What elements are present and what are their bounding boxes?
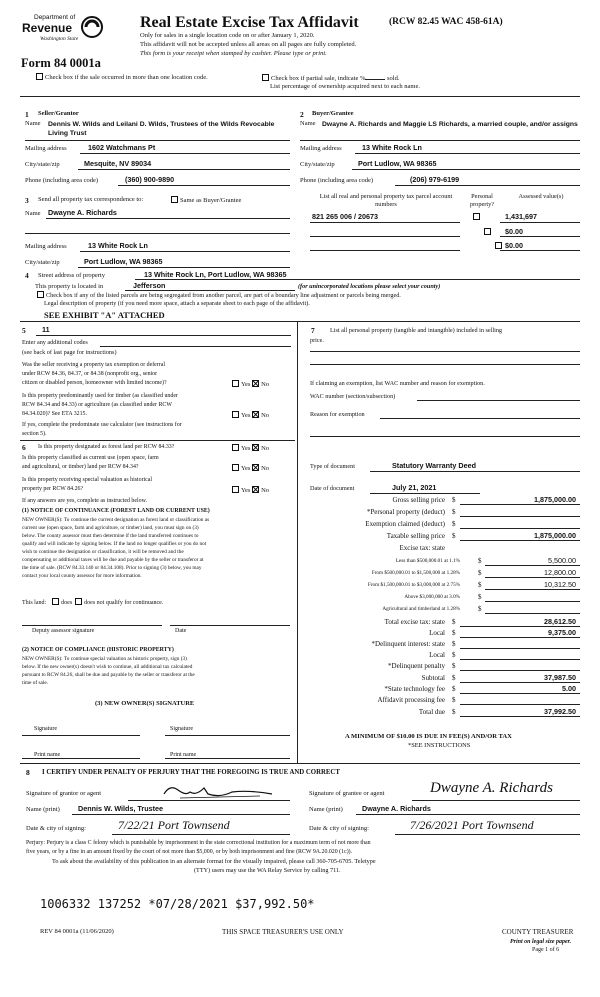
corr-num: 3 (25, 196, 29, 205)
notice1-body-7: the time of sale. (RCW 84.33.140 or 84.34.108). Prior to signing (3) below, you may (22, 565, 202, 571)
notice2-body-1: NEW OWNER(S): To continue special valuation as historic property, sign (3) (22, 656, 187, 662)
s5-q2-line3: 84.34.020)? See ETA 3215. (22, 411, 87, 417)
delinquent-penalty-dollar: $ (452, 662, 456, 670)
grantee-name-label: Name (print) (309, 806, 343, 813)
new-owner-sig-heading: (3) NEW OWNER(S) SIGNATURE (95, 700, 195, 707)
form-number: Form 84 0001a (21, 56, 101, 70)
bracket-1-dollar: $ (478, 557, 482, 565)
bracket-5-dollar: $ (478, 605, 482, 613)
legal-description-label: Legal description of property (if you need more space, attach a separate sheet to each page of the affidavit). (44, 300, 310, 307)
corr-name[interactable]: Dwayne A. Richards (48, 208, 117, 217)
multi-location-row (36, 73, 208, 82)
parcels-col2: Personal property? (469, 193, 495, 208)
parcel-row-1-value[interactable]: 1,431,697 (505, 212, 537, 221)
local-value[interactable]: 9,375.00 (548, 628, 576, 637)
owner-sig-2-label: Signature (170, 726, 193, 732)
calc-taxable-dollar: $ (452, 532, 456, 540)
parcel-row-3-value[interactable]: $0.00 (505, 241, 523, 250)
s6-q2-yes-checkbox[interactable] (232, 464, 239, 471)
wac-label: WAC number (section/subsection) (310, 393, 396, 400)
grantor-name[interactable]: Dennis W. Wilds, Trustee (78, 804, 164, 813)
seller-heading: Seller/Grantor (38, 110, 79, 117)
bracket-3-dollar: $ (478, 581, 482, 589)
seller-name[interactable]: Dennis W. Wilds and Leilani D. Wilds, Trustees of the Wilds Revocable Living Trust (48, 121, 275, 137)
property-located[interactable]: Jefferson (133, 281, 166, 290)
s6-q3-answer (232, 486, 269, 495)
buyer-addr-label: Mailing address (300, 145, 342, 152)
calc-gross-value[interactable]: 1,875,000.00 (534, 495, 576, 504)
this-land-row (22, 598, 163, 607)
rev-number: REV 84 0001a (11/06/2020) (40, 928, 114, 935)
parcel-row-2-value[interactable]: $0.00 (505, 227, 523, 236)
perjury-line1: Perjury: Perjury is a class C felony which is punishable by imprisonment in the state correctional institution for a maximum term of not more than (26, 840, 371, 846)
bracket-2-dollar: $ (478, 569, 482, 577)
s5-q2-no-checkbox[interactable] (252, 411, 259, 418)
perjury-line2: five years, or by a fine in an amount fixed by the court of not more than $5,000, or by both imprisonment and fine (RCW 9A.20.020 (1c)). (26, 849, 353, 855)
s6-answer-note: If any answers are yes, complete as instructed below. (22, 498, 147, 504)
owner-sig-1-label: Signature (34, 726, 57, 732)
segregated-checkbox[interactable] (37, 291, 44, 298)
subtotal-value[interactable]: 37,987.50 (544, 673, 576, 682)
buyer-heading: Buyer/Grantee (312, 110, 354, 117)
partial-sale-label: Check box if partial sale, indicate % (271, 75, 366, 82)
s7-text-2: price. (310, 337, 324, 344)
notice2-body-4: time of sale. (22, 680, 49, 686)
property-num: 4 (25, 271, 29, 280)
s6-q2-no-label: No (261, 465, 270, 472)
section5-codes-label: Enter any additional codes (22, 339, 88, 346)
processing-fee-label: Affidavit processing fee (377, 696, 445, 704)
corr-same-checkbox[interactable] (171, 196, 178, 203)
buyer-phone[interactable]: (206) 979-6199 (410, 175, 460, 184)
see-instructions: *SEE INSTRUCTIONS (408, 742, 471, 749)
notice1-title: (1) NOTICE OF CONTINUANCE (FOREST LAND OR CURRENT USE) (22, 508, 210, 514)
notice2-body-2: below. If the new owner(s) doesn't wish to continue, all additional tax calculated (22, 664, 193, 670)
delinquent-interest-dollar: $ (452, 640, 456, 648)
deputy-date-label: Date (175, 628, 187, 634)
s6-q1: Is this property designated as forest land per RCW 84.33? (38, 444, 175, 450)
s5-q1-yes-label: Yes (241, 381, 251, 388)
doc-type-label: Type of document (310, 463, 355, 470)
buyer-addr[interactable]: 13 White Rock Ln (362, 143, 422, 152)
s5-q2-line2: RCW 84.34 and 84.33) or agriculture (as classified under RCW (22, 402, 172, 408)
doc-type[interactable]: Statutory Warranty Deed (392, 461, 477, 470)
local-dollar: $ (452, 629, 456, 637)
grantee-date-label: Date & city of signing: (309, 825, 369, 832)
section5-code[interactable]: 11 (42, 325, 50, 334)
legal-paper-note: Print on legal size paper. (510, 939, 572, 945)
s5-q2-no-label: No (261, 412, 270, 419)
notice2-body-3: pursuant to RCW 84.26, shall be due and payable by the seller or transferor at the (22, 672, 195, 678)
property-located-note: (for unincorporated locations please select your county) (298, 283, 441, 290)
total-due-dollar: $ (452, 708, 456, 716)
corr-addr-label: Mailing address (25, 243, 67, 250)
total-excise-value[interactable]: 28,612.50 (544, 617, 576, 626)
dept-line1: Department of (34, 14, 76, 21)
total-excise-dollar: $ (452, 618, 456, 626)
tech-fee-label: *State technology fee (384, 685, 445, 693)
s6-q3-yes-checkbox[interactable] (232, 486, 239, 493)
calc-personal-dollar: $ (452, 508, 456, 516)
grantor-signature-scribble-icon (160, 780, 280, 802)
delinquent-local-label: Local (429, 651, 445, 659)
s5-q1-line3: citizen or disabled person, homeowner with limited income)? (22, 380, 167, 386)
buyer-city-label: City/state/zip (300, 161, 335, 168)
property-located-label: This property is located in (35, 283, 104, 290)
seller-name-label: Name (25, 120, 41, 127)
dept-line3: Washington State (40, 36, 79, 42)
s5-q1-yes-checkbox[interactable] (232, 380, 239, 387)
calc-taxable-label: Taxable selling price (386, 532, 445, 540)
segregated-label: Check box if any of the listed parcels are being segregated from another parcel, are part of a boundary line adjustment or parcels being merged. (46, 292, 401, 299)
notice1-body-5: wish to continue the designation or classification, it will be removed and the (22, 549, 184, 555)
parcel-row-1-personal-checkbox[interactable] (473, 213, 480, 220)
exhibit-note[interactable]: SEE EXHIBIT "A" ATTACHED (44, 310, 165, 320)
grantee-date-city[interactable]: 7/26/2021 Port Townsend (410, 818, 534, 832)
notice1-body-1: NEW OWNER(S): To continue the current designation as forest land or classification as (22, 517, 210, 523)
s5-q2-answer (232, 411, 269, 420)
property-street[interactable]: 13 White Rock Ln, Port Ludlow, WA 98365 (144, 270, 287, 279)
notice1-body-2: current use (open space, farm and agriculture, or timber) land, you must sign on (3) (22, 525, 199, 531)
corr-same-label: Same as Buyer/Grantee (180, 197, 242, 204)
calc-gross-label: Gross selling price (392, 496, 445, 504)
land-does-not-label: does not qualify for continuance. (84, 600, 164, 606)
grantee-sig-label: Signature of grantee or agent (309, 790, 385, 797)
section5-num: 5 (22, 326, 26, 335)
s5-q2-yes-label: Yes (241, 412, 251, 419)
minimum-note: A MINIMUM OF $10.00 IS DUE IN FEE(S) AND/OR TAX (345, 733, 512, 740)
bracket-2-value[interactable]: 12,800.00 (544, 568, 576, 577)
buyer-phone-label: Phone (including area code) (300, 177, 374, 184)
corr-city[interactable]: Port Ludlow, WA 98365 (84, 257, 163, 266)
parcel-row-3-personal-checkbox[interactable] (495, 242, 502, 249)
seller-num: 1 (25, 110, 29, 119)
s6-q3-no-label: No (261, 487, 270, 494)
reason-label: Reason for exemption (310, 411, 365, 418)
buyer-name[interactable]: Dwayne A. Richards and Maggie LS Richards, a married couple, and/or assigns (322, 121, 578, 128)
county-treasurer: COUNTY TREASURER (502, 928, 574, 936)
subtotal-dollar: $ (452, 674, 456, 682)
s6-q3-no-checkbox[interactable] (252, 486, 259, 493)
bracket-5-label: Agricultural and timberland at 1.28% (382, 606, 460, 612)
property-street-label: Street address of property (38, 272, 105, 279)
local-label: Local (429, 629, 445, 637)
section8-num: 8 (26, 768, 30, 777)
s6-q2-line1: Is this property classified as current use (open space, farm (22, 455, 159, 461)
bracket-1-label: Less than $500,000.01 at 1.1% (395, 558, 460, 564)
grantor-date-city[interactable]: 7/22/21 Port Townsend (118, 818, 230, 832)
grantor-date-label: Date & city of signing: (26, 825, 86, 832)
header-line1: Only for sales in a single location code on or after January 1, 2020. (140, 32, 315, 39)
owner-print-2-label: Print name (170, 752, 197, 758)
s5-note-line2: section 5). (22, 431, 47, 437)
s6-q2-line2: and agricultural, or timber) land per RCW 84.34? (22, 464, 139, 470)
s6-q2-yes-label: Yes (241, 465, 251, 472)
s6-q1-answer (232, 444, 269, 453)
corr-name-label: Name (25, 210, 41, 217)
this-land-label: This land: (22, 600, 47, 606)
delinquent-local-dollar: $ (452, 651, 456, 659)
total-due-label: Total due (418, 708, 445, 716)
s6-q2-no-checkbox[interactable] (252, 464, 259, 471)
treasurer-use: THIS SPACE TREASURER'S USE ONLY (222, 928, 344, 936)
calc-exemption-label: Exemption claimed (deduct) (365, 520, 445, 528)
owner-print-1-label: Print name (34, 752, 61, 758)
corr-heading: Send all property tax correspondence to: (38, 196, 144, 203)
corr-addr[interactable]: 13 White Rock Ln (88, 241, 148, 250)
doc-date-label: Date of document (310, 485, 355, 492)
land-does-label: does (61, 600, 73, 606)
deputy-sig-label: Deputy assessor signature (32, 628, 95, 634)
buyer-num: 2 (300, 110, 304, 119)
perjury-line3: To ask about the availability of this publication in an alternate format for the visually impaired, please call 360-705-6705. Teletype (52, 858, 376, 865)
total-excise-label: Total excise tax: state (384, 618, 445, 626)
calc-gross-dollar: $ (452, 496, 456, 504)
notice2-title: (2) NOTICE OF COMPLIANCE (HISTORIC PROPERTY) (22, 647, 174, 653)
partial-sale-checkbox[interactable] (262, 74, 269, 81)
s5-q2-yes-checkbox[interactable] (232, 411, 239, 418)
bracket-1-value[interactable]: 5,500.00 (548, 556, 576, 565)
section6-num: 6 (22, 443, 26, 452)
s6-q2-answer (232, 464, 269, 473)
delinquent-interest-label: *Delinquent interest: state (371, 640, 445, 648)
section5-codes-note: (see back of last page for instructions) (22, 349, 117, 356)
calc-personal-label: *Personal property (deduct) (366, 508, 445, 516)
bracket-2-label: From $500,000.01 to $1,500,000 at 1.28% (371, 570, 460, 576)
seller-addr[interactable]: 1602 Watchmans Pt (88, 143, 156, 152)
s6-q1-yes-label: Yes (241, 445, 251, 452)
s5-q1-no-checkbox[interactable] (252, 380, 259, 387)
partial-sold-label: sold. (387, 75, 400, 82)
tech-fee-value[interactable]: 5.00 (562, 684, 576, 693)
s7-text-1: List all personal property (tangible and intangible) included in selling (330, 327, 503, 334)
perjury-line4: (TTY) users may use the WA Relay Service by calling 711. (194, 867, 341, 874)
parcels-col1: List all real and personal property tax parcel account numbers (319, 193, 453, 208)
doc-date[interactable]: July 21, 2021 (392, 483, 437, 492)
multi-location-checkbox[interactable] (36, 73, 43, 80)
notice1-body-8: contact your local county assessor for more information. (22, 573, 142, 579)
s5-note-line1: If yes, complete the predominate use calculator (see instructions for (22, 422, 182, 428)
bracket-4-dollar: $ (478, 593, 482, 601)
land-does-checkbox[interactable] (52, 598, 59, 605)
grantee-signature[interactable]: Dwayne A. Richards (430, 780, 553, 796)
buyer-city[interactable]: Port Ludlow, WA 98365 (358, 159, 437, 168)
s6-q3-line1: Is this property receiving special valuation as historical (22, 477, 153, 483)
page-title: Real Estate Excise Tax Affidavit (140, 14, 359, 31)
header-line2: This affidavit will not be accepted unless all areas on all pages are fully completed. (140, 41, 357, 48)
certify-statement: I CERTIFY UNDER PENALTY OF PERJURY THAT THE FOREGOING IS TRUE AND CORRECT (42, 769, 340, 776)
s6-q1-no-checkbox[interactable] (252, 444, 259, 451)
exemption-note: If claiming an exemption, list WAC number and reason for exemption. (310, 380, 485, 387)
partial-sale-row (262, 73, 400, 83)
seller-phone[interactable]: (360) 900-9890 (125, 175, 175, 184)
subtotal-label: Subtotal (421, 674, 445, 682)
seller-addr-label: Mailing address (25, 145, 67, 152)
notice1-body-6: compensating or additional taxes will be due and payable by the seller or transferor at (22, 557, 204, 563)
s6-q3-yes-label: Yes (241, 487, 251, 494)
header-line3: This form is your receipt when stamped by cashier. Please type or print. (140, 50, 327, 57)
notice1-body-3: below. The county assessor must then determine if the land transferred continues to (22, 533, 199, 539)
notice1-body-4: qualify and will indicate by signing below. If the land no longer qualifies or you do not (22, 541, 207, 547)
s6-q1-no-label: No (261, 445, 270, 452)
corr-city-label: City/state/zip (25, 259, 60, 266)
seller-phone-label: Phone (including area code) (25, 177, 99, 184)
s6-q3-line2: property per RCW 84.26? (22, 486, 84, 492)
bracket-3-label: From $1,500,000.01 to $3,000,000 at 2.75% (367, 582, 460, 588)
seller-city-label: City/state/zip (25, 161, 60, 168)
bracket-3-value[interactable]: 10,312.50 (544, 580, 576, 589)
s5-q1-answer (232, 380, 269, 389)
page-number: Page 1 of 6 (532, 947, 560, 953)
grantee-name[interactable]: Dwayne A. Richards (362, 804, 431, 813)
land-does-not-checkbox[interactable] (75, 598, 82, 605)
seller-city[interactable]: Mesquite, NV 89034 (84, 159, 152, 168)
segregated-row (37, 291, 401, 299)
parcel-row-2-personal-checkbox[interactable] (484, 228, 491, 235)
s5-q2-line1: Is this property predominantly used for timber (as classified under (22, 393, 178, 399)
delinquent-penalty-label: *Delinquent penalty (388, 662, 445, 670)
section7-num: 7 (311, 326, 315, 335)
parcel-row-1-number[interactable]: 821 265 006 / 20673 (312, 212, 378, 221)
total-due-value[interactable]: 37,992.50 (544, 707, 576, 716)
buyer-name-label: Name (300, 120, 316, 127)
calc-taxable-value[interactable]: 1,875,000.00 (534, 531, 576, 540)
grantor-name-label: Name (print) (26, 806, 60, 813)
parcels-col3: Assessed value(s) (518, 193, 564, 200)
treasurer-receipt-stamp: 1006332 137252 *07/28/2021 $37,992.50* (40, 897, 315, 911)
corr-same-row (171, 196, 241, 205)
grantor-sig-label: Signature of grantor or agent (26, 790, 102, 797)
partial-pct-field[interactable] (365, 73, 385, 80)
multi-location-label: Check box if the sale occurred in more than one location code. (45, 74, 208, 81)
s5-q1-line1: Was the seller receiving a property tax exemption or deferral (22, 362, 165, 368)
bracket-4-label: Above $3,000,000 at 3.0% (404, 594, 460, 600)
s6-q1-yes-checkbox[interactable] (232, 444, 239, 451)
s5-q1-no-label: No (261, 381, 270, 388)
processing-fee-dollar: $ (452, 696, 456, 704)
dept-line2: Revenue (22, 21, 73, 35)
calc-exemption-dollar: $ (452, 520, 456, 528)
title-cite: (RCW 82.45 WAC 458-61A) (389, 17, 503, 27)
tech-fee-dollar: $ (452, 685, 456, 693)
calc-excise-label: Excise tax: state (399, 544, 445, 552)
list-pct-note: List percentage of ownership acquired next to each name. (270, 83, 420, 90)
s5-q1-line2: under RCW 84.36, 84.37, or 84.38 (nonprofit org., senior (22, 371, 158, 377)
